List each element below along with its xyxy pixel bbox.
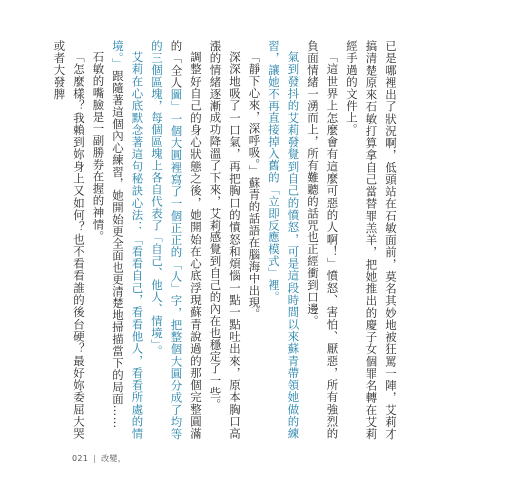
paragraph-7-text-b: 跟隨著這個內心練習，她開始更全面也更清楚地掃描當下的局面…… xyxy=(111,70,125,429)
book-title: 改變， xyxy=(101,454,127,463)
paragraph-2-text: 「這世界上怎麼會有這麼可惡的人啊！」憤怒、害怕、厭惡，所有強烈的負面情緒一湧而上，所有難聽的話咒也正經衝到口邊。 xyxy=(306,40,340,440)
paragraph-6-text-a: 調整好自己的身心狀態之後，她開始在心底浮現蘇青說過的那個完整圓滿的「全人 xyxy=(169,40,203,440)
paragraph-7 xyxy=(108,40,147,440)
paragraph-8-text: 石敏的嘴臉是一副勝券在握的神情。 xyxy=(91,51,106,243)
paragraph-7-text-highlight: 艾莉在心底默念著這句秘訣心法：「看看自己，看看他人，看看所處的情境。」 xyxy=(111,40,145,440)
paragraph-9 xyxy=(49,40,88,440)
paragraph-1 xyxy=(342,40,401,440)
paragraph-1-text: 已是哪裡出了狀況啊，低頭站在石敏面前，莫名其妙地被狂罵一陣，艾莉才搞清楚原來石敏打算拿自己當替罪羔羊，把她推出的慶子女個罪名轉在艾莉經手過的文件上。 xyxy=(345,40,398,440)
paragraph-5-text: 深深地吸了一口氣，再把胸口的憤怒和煩惱一點一點吐出來，原本胸口高漲的情緒逐漸成功降溫了下來，艾莉感覺到自己的內在也穩定了一些。 xyxy=(208,40,242,440)
footer-separator: | xyxy=(93,454,97,463)
paragraph-5 xyxy=(205,40,244,440)
paragraph-6 xyxy=(147,40,206,440)
paragraph-4-text: 「靜下心來，深呼吸。」蘇青的話語在腦海中出現。 xyxy=(247,51,262,321)
paragraph-4 xyxy=(244,40,264,440)
vertical-text-body xyxy=(52,40,400,440)
page-number: 021 xyxy=(72,454,89,463)
paragraph-8 xyxy=(88,40,108,440)
paragraph-2 xyxy=(303,40,342,440)
paragraph-6-text-highlight: 圖」一個大圓裡寫了一個正正的「人」字，把整個大圓分成了均等的三個區塊，每個區塊上各自代表了「自己、他人、情境」。 xyxy=(150,40,184,440)
paragraph-3-highlight xyxy=(264,40,303,440)
paragraph-3-text: 氣到發抖的艾莉發覺到自己的憤怒，可是這段時間以來蘇青帶領她做的練習，讓她不再直接掉入舊的「立即反應模式」裡。 xyxy=(267,40,301,440)
page-footer xyxy=(72,453,126,464)
paragraph-9-text: 「怎麼樣？我賴到妳身上又如何？也不看看誰的後台硬？最好妳委屈大哭或者大發脾 xyxy=(52,40,86,440)
